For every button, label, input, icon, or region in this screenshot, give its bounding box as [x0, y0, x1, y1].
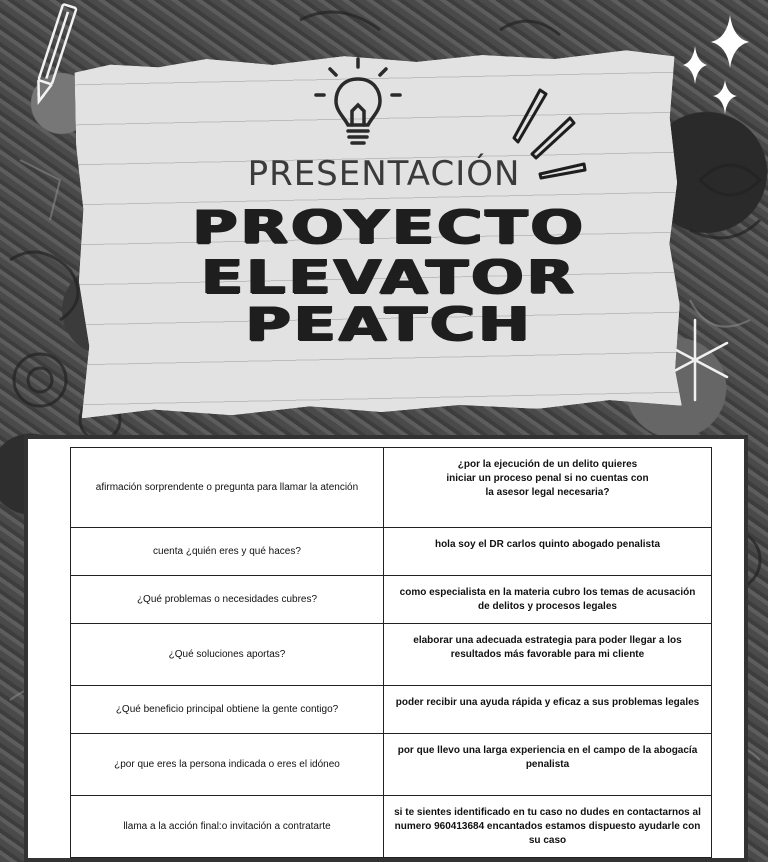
question-cell: cuenta ¿quién eres y qué haces? [71, 528, 384, 576]
answer-cell: como especialista en la materia cubro los temas de acusación de delitos y procesos legales [384, 576, 712, 624]
table-row [71, 796, 712, 858]
lightbulb-icon [308, 55, 408, 155]
question-cell: llama a la acción final:o invitación a contratarte [71, 796, 384, 858]
sparkle-icon [675, 10, 755, 120]
title-line-2: ELEVATOR [200, 250, 578, 304]
title-line-1: PROYECTO [192, 200, 586, 254]
answer-cell: hola soy el DR carlos quinto abogado penalista [384, 528, 712, 576]
question-cell: ¿Qué soluciones aportas? [71, 624, 384, 686]
presentation-label: PRESENTACIÓN [247, 154, 521, 194]
table-row [71, 734, 712, 796]
table-row [71, 448, 712, 528]
table-row [71, 624, 712, 686]
question-cell: ¿Qué problemas o necesidades cubres? [71, 576, 384, 624]
question-cell: ¿por que eres la persona indicada o eres el idóneo [71, 734, 384, 796]
pencil-icon [30, 0, 80, 115]
table-row [71, 528, 712, 576]
answer-cell: ¿por la ejecución de un delito quieres iniciar un proceso penal si no cuentas con la asesor legal necesaria? [384, 448, 712, 528]
title-line-3: PEATCH [245, 297, 533, 351]
table-row [71, 686, 712, 734]
question-cell: afirmación sorprendente o pregunta para llamar la atención [71, 448, 384, 528]
table-row [71, 576, 712, 624]
answer-cell: elaborar una adecuada estrategia para poder llegar a los resultados más favorable para mi cliente [384, 624, 712, 686]
answer-cell: poder recibir una ayuda rápida y eficaz a sus problemas legales [384, 686, 712, 734]
answer-cell: por que llevo una larga experiencia en el campo de la abogacía penalista [384, 734, 712, 796]
question-cell: ¿Qué beneficio principal obtiene la gente contigo? [71, 686, 384, 734]
pitch-table [70, 447, 712, 858]
pitch-table-panel [24, 435, 748, 862]
answer-cell: si te sientes identificado en tu caso no dudes en contactarnos al numero 960413684 encantados estamos dispuesto ayudarle con su caso [384, 796, 712, 858]
